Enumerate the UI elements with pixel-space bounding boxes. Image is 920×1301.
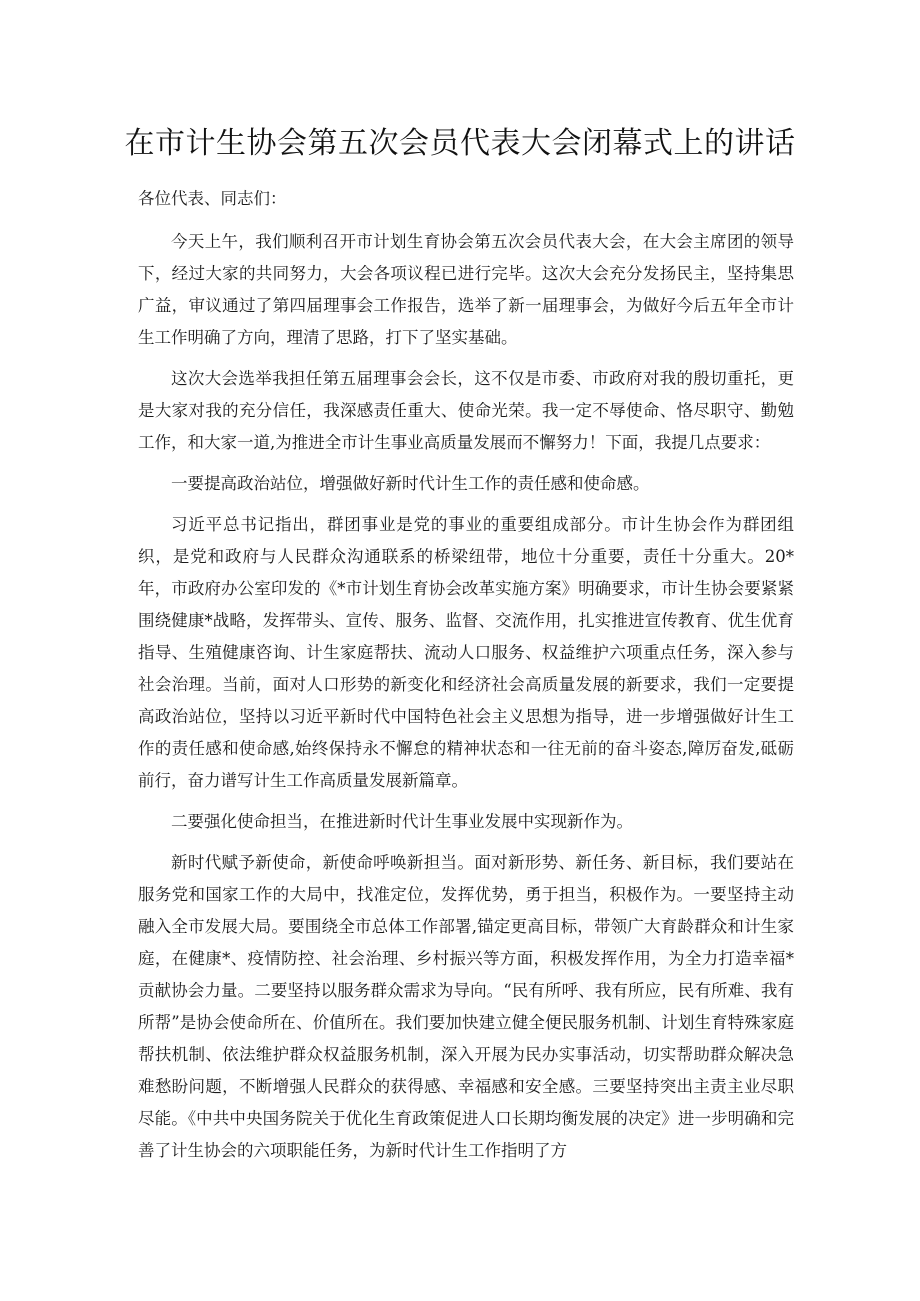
paragraph-election: 这次大会选举我担任第五届理事会会长，这不仅是市委、市政府对我的殷切重托，更是大家对我的充分信任，我深感责任重大、使命光荣。我一定不辱使命、恪尽职守、勤勉工作，和大家一道,为推进全市计生事业高质量发展而不懈努力！下面，我提几点要求： — [138, 369, 794, 452]
section-heading-2: 二要强化使命担当，在推进新时代计生事业发展中实现新作为。 — [171, 812, 633, 831]
document-body — [138, 184, 794, 1176]
document-title: 在市计生协会第五次会员代表大会闭幕式上的讲话 — [124, 126, 796, 161]
paragraph-opening: 今天上午，我们顺利召开市计划生育协会第五次会员代表大会，在大会主席团的领导下，经过大家的共同努力，大会各项议程已进行完毕。这次大会充分发扬民主，坚持集思广益，审议通过了第四届理事会工作报告，选举了新一届理事会，为做好今后五年全市计生工作明确了方向，理清了思路，打下了坚实基础。 — [138, 232, 794, 347]
section-heading-1: 一要提高政治站位，增强做好新时代计生工作的责任感和使命感。 — [171, 474, 650, 493]
paragraph-mission: 新时代赋予新使命，新使命呼唤新担当。面对新形势、新任务、新目标，我们要站在服务党和国家工作的大局中，找准定位，发挥优势，勇于担当，积极作为。一要坚持主动融入全市发展大局。要围绕全市总体工作部署,锚定更高目标，带领广大育龄群众和计生家庭，在健康*、疫情防控、社会治理、乡村振兴等方面，积极发挥作用，为全力打造幸福*贡献协会力量。二要坚持以服务群众需求为导向。“民有所呼、我有所应，民有所难、我有所帮”是协会使命所在、价值所在。我们要加快建立健全便民服务机制、计划生育特殊家庭帮扶机制、依法维护群众权益服务机制，深入开展为民办实事活动，切实帮助群众解决急难愁盼问题，不断增强人民群众的获得感、幸福感和安全感。三要坚持突出主责主业尽职尽能。《中共中央国务院关于优化生育政策促进人口长期均衡发展的决定》进一步明确和完善了计生协会的六项职能任务，为新时代计生工作指明了方 — [138, 853, 794, 1160]
salutation: 各位代表、同志们： — [138, 189, 287, 208]
paragraph-political-stance: 习近平总书记指出，群团事业是党的事业的重要组成部分。市计生协会作为群团组织，是党和政府与人民群众沟通联系的桥梁纽带，地位十分重要，责任十分重大。20*年，市政府办公室印发的《*市计划生育协会改革实施方案》明确要求，市计生协会要紧紧围绕健康*战略，发挥带头、宣传、服务、监督、交流作用，扎实推进宣传教育、优生优育指导、生殖健康咨询、计生家庭帮扶、流动人口服务、权益维护六项重点任务，深入参与社会治理。当前，面对人口形势的新变化和经济社会高质量发展的新要求，我们一定要提高政治站位，坚持以习近平新时代中国特色社会主义思想为指导，进一步增强做好计生工作的责任感和使命感,始终保持永不懈怠的精神状态和一往无前的奋斗姿态,障厉奋发,砥砺前行，奋力谱写计生工作高质量发展新篇章。 — [138, 515, 794, 790]
